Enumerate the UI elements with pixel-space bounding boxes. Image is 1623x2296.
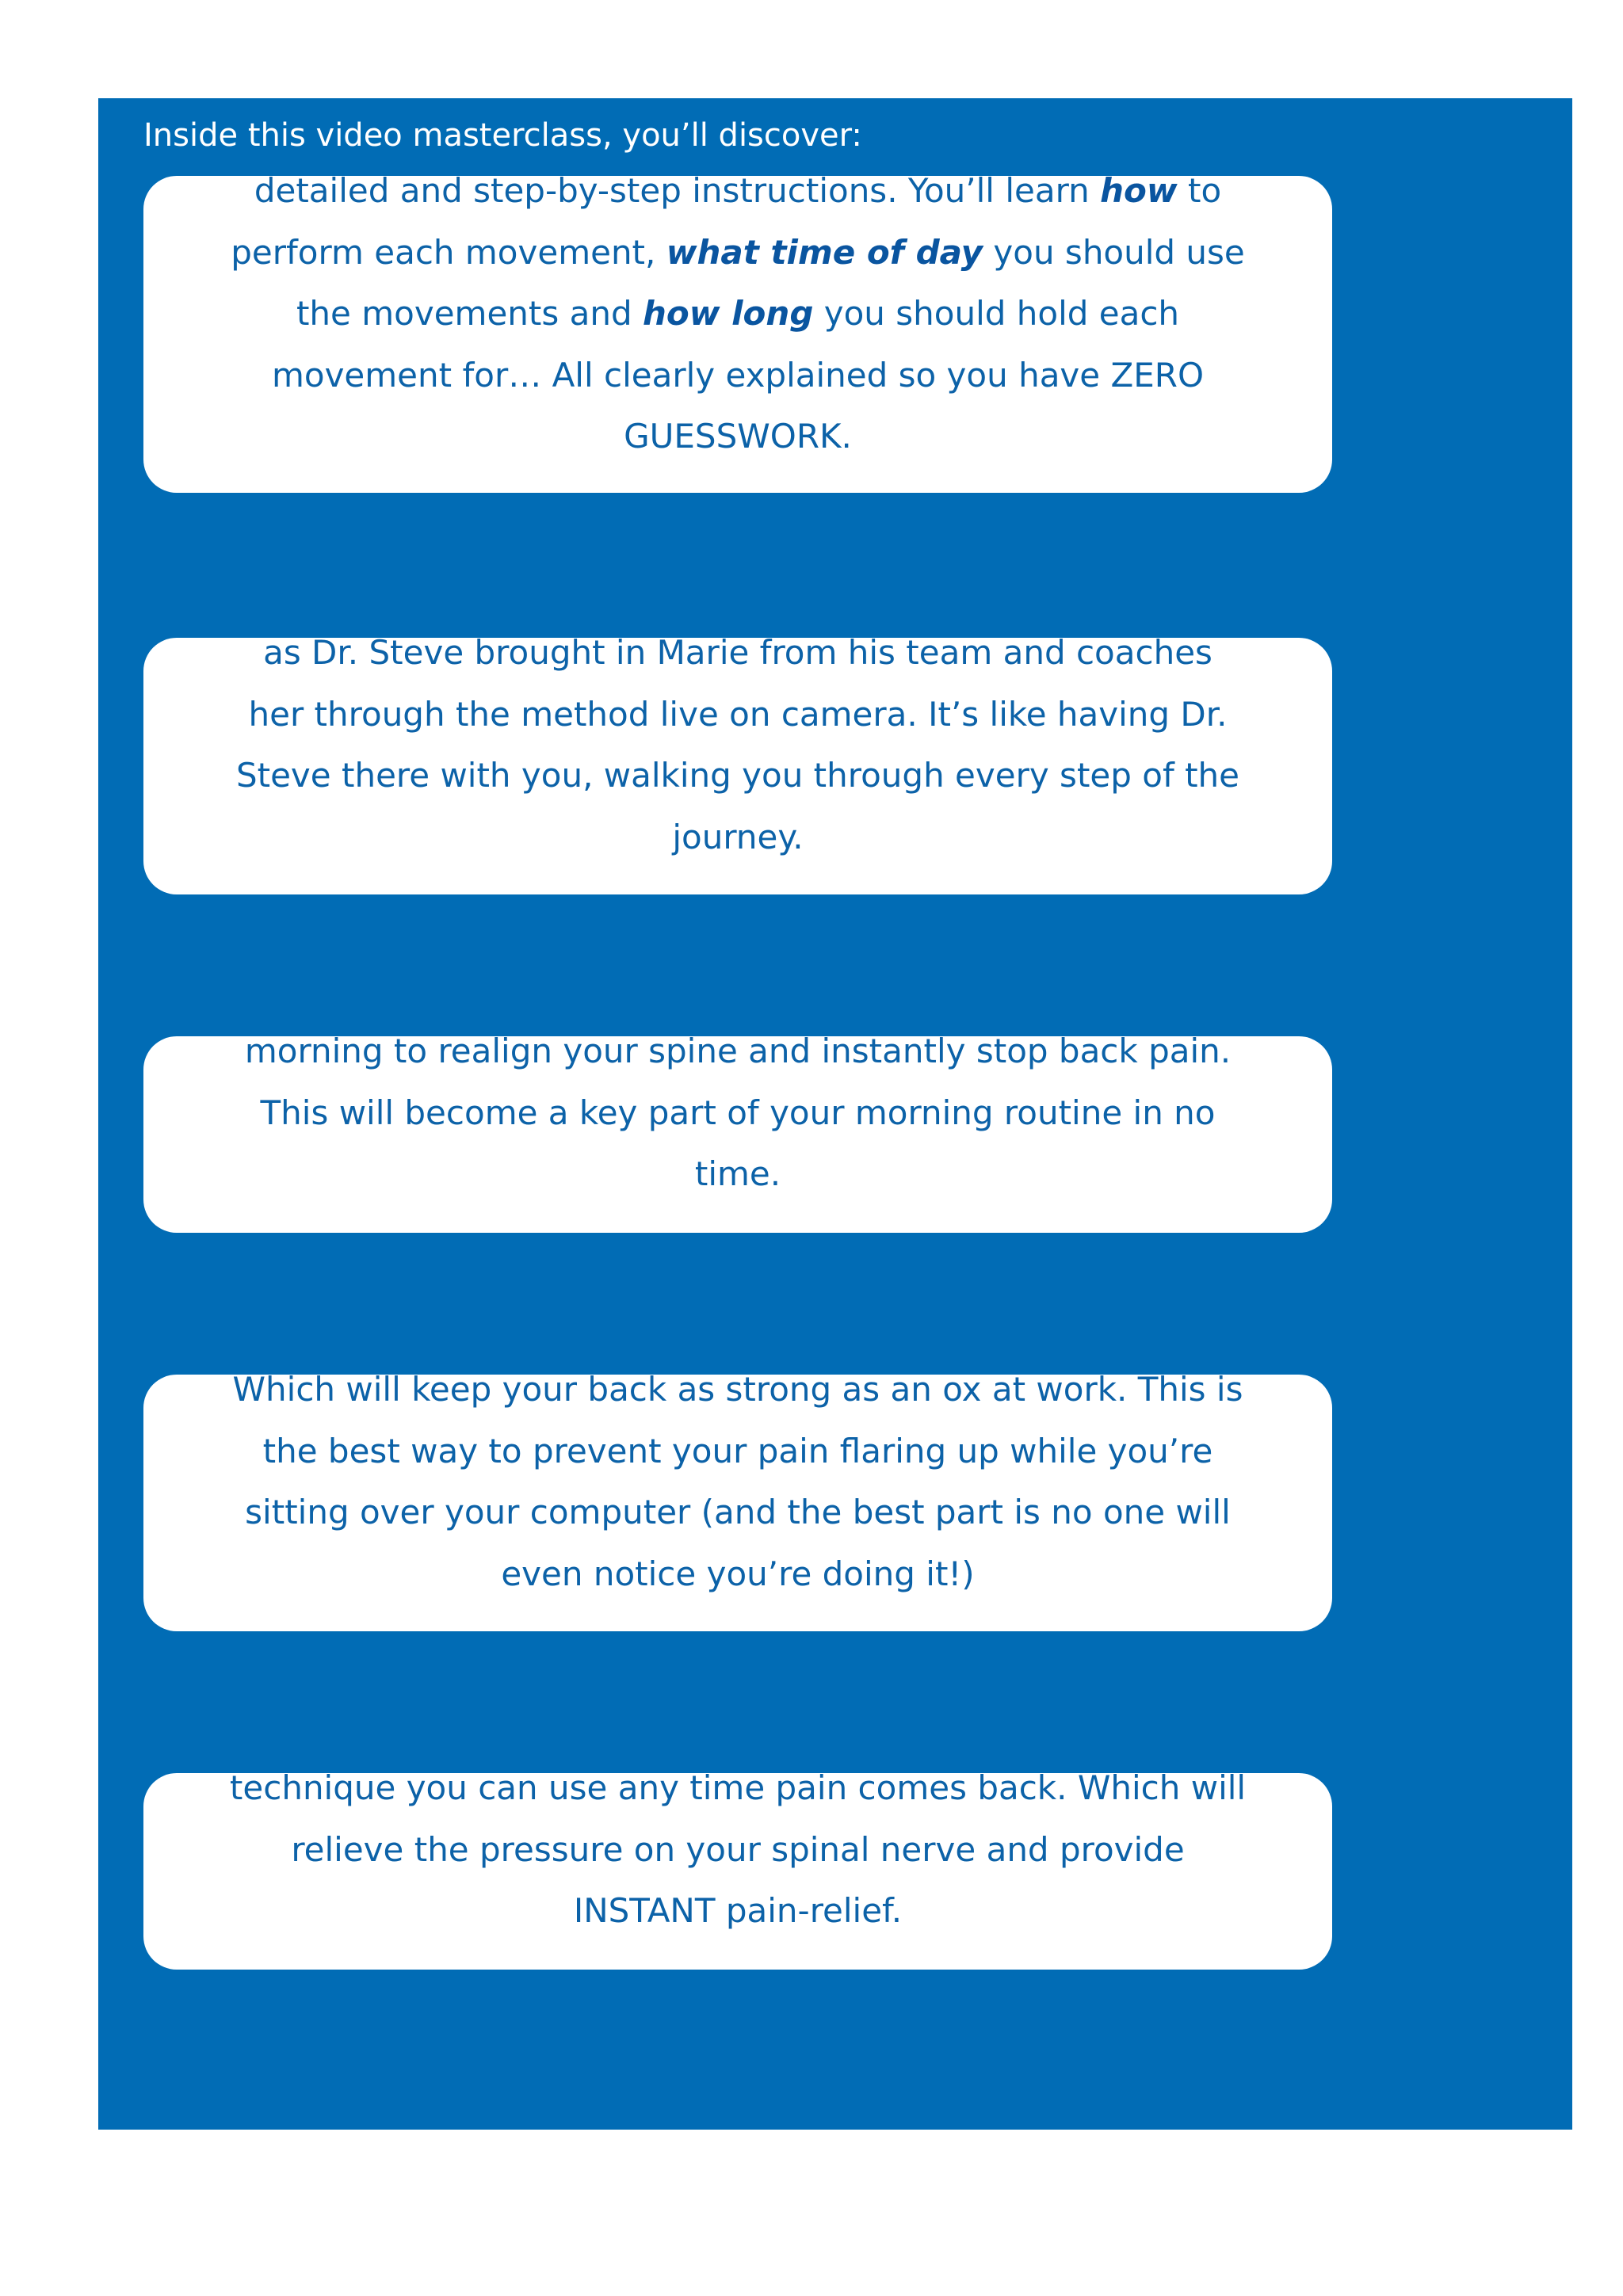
card-line — [175, 807, 1300, 868]
card-line — [175, 1482, 1300, 1543]
card-line — [175, 1543, 1300, 1605]
text-segment: GUESSWORK. — [624, 417, 852, 456]
card-line — [175, 745, 1300, 807]
card-line — [175, 1819, 1300, 1881]
emphasis-segment: how long — [642, 294, 814, 333]
card-line — [175, 1880, 1300, 1942]
text-segment: Which will keep your back as strong as an ox at work. This is — [232, 1375, 1243, 1409]
card-line — [175, 345, 1300, 406]
benefit-card-morning-routine — [143, 1036, 1332, 1233]
text-segment: detailed and step-by-step instructions. You’ll learn — [254, 176, 1101, 210]
emphasis-segment: how — [1100, 176, 1178, 210]
text-segment: morning to realign your spine and instantly stop back pain. — [244, 1036, 1232, 1070]
card-line — [175, 1143, 1300, 1205]
text-segment: relieve the pressure on your spinal nerve and provide — [291, 1829, 1185, 1869]
benefit-card-pain-relief — [143, 1773, 1332, 1970]
card-line — [175, 1036, 1300, 1082]
card-line — [175, 222, 1300, 284]
card-line — [175, 1421, 1300, 1482]
emphasis-segment: what time of day — [666, 232, 983, 272]
card-line — [175, 176, 1300, 222]
text-segment: the best way to prevent your pain flaring up while you’re — [262, 1431, 1213, 1470]
card-line — [175, 406, 1300, 467]
text-segment: the movements and — [296, 294, 643, 333]
text-segment: to — [1177, 176, 1222, 210]
text-segment: as Dr. Steve brought in Marie from his team and coaches — [263, 638, 1212, 672]
text-segment: movement for… All clearly explained so you have ZERO — [271, 355, 1205, 395]
card-line — [175, 1082, 1300, 1144]
text-segment: INSTANT pain-relief. — [573, 1891, 903, 1930]
intro-heading: Inside this video masterclass, you’ll discover: — [143, 117, 862, 154]
text-segment: technique you can use any time pain comes back. Which will — [229, 1773, 1247, 1807]
card-line — [175, 1773, 1300, 1819]
text-segment: journey. — [672, 817, 804, 856]
text-segment: you should hold each — [813, 294, 1180, 333]
card-line — [175, 283, 1300, 345]
text-segment: time. — [694, 1154, 781, 1193]
benefit-card-live-coaching — [143, 638, 1332, 894]
card-line — [175, 684, 1300, 746]
text-segment: sitting over your computer (and the best part is no one will — [245, 1493, 1231, 1531]
text-segment: you should use — [983, 232, 1245, 272]
text-segment: This will become a key part of your morning routine in no — [260, 1093, 1216, 1132]
card-line — [175, 638, 1300, 684]
text-segment: Steve there with you, walking you through every step of the — [235, 756, 1240, 795]
card-line — [175, 1375, 1300, 1421]
text-segment: even notice you’re doing it!) — [501, 1554, 975, 1593]
text-segment: her through the method live on camera. It’s like having Dr. — [248, 694, 1228, 734]
benefit-card-work-posture — [143, 1375, 1332, 1631]
benefit-card-instructions — [143, 176, 1332, 493]
text-segment: perform each movement, — [231, 232, 666, 272]
